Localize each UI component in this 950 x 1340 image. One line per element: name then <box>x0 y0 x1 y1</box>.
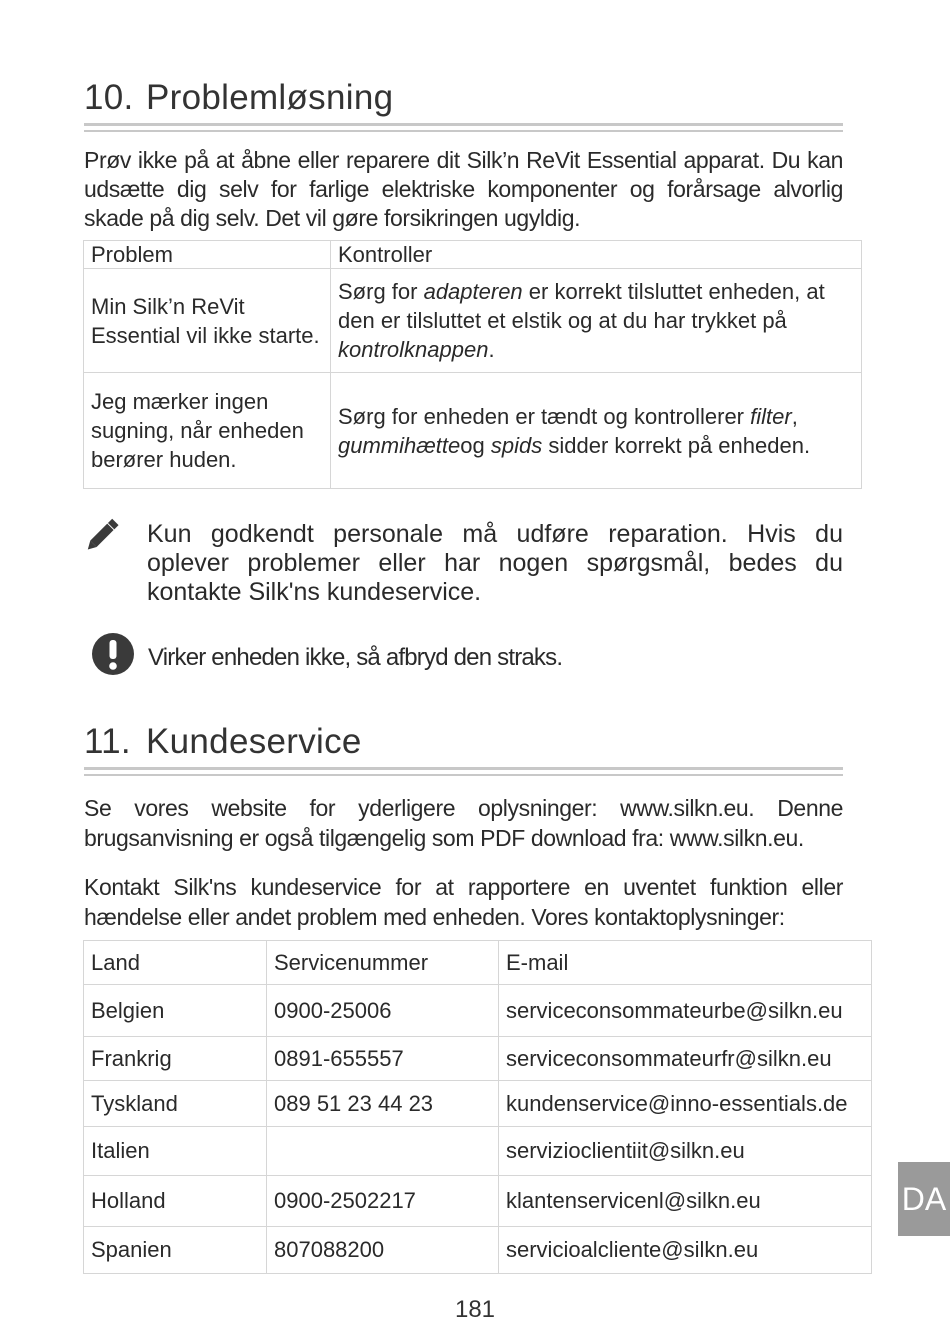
check-cell: Sørg for adapteren er korrekt tilsluttet enheden, at den er tilsluttet et elstik og at du har trykket på kontrolknappen. <box>331 269 862 373</box>
country-cell: Spanien <box>84 1227 267 1274</box>
heading-rule <box>84 123 843 132</box>
section-number: 11. <box>84 722 131 761</box>
section-title: Kundeservice <box>146 722 362 761</box>
warning-text: Virker enheden ikke, så afbryd den straks. <box>148 644 563 671</box>
country-cell: Frankrig <box>84 1037 267 1081</box>
phone-cell: 0891-655557 <box>267 1037 499 1081</box>
note-text: Kun godkendt personale må udføre reparation. Hvis du oplever problemer eller har nogen spørgsmål, bedes du kontakte Silk'ns kundeservice. <box>147 520 843 606</box>
language-tab: DA <box>898 1162 950 1236</box>
table-row <box>84 1037 872 1081</box>
heading-rule <box>84 767 843 776</box>
email-cell: serviceconsommateurbe@silkn.eu <box>499 985 872 1037</box>
table-header-cell: Servicenummer <box>267 941 499 985</box>
email-cell: servizioclientiit@silkn.eu <box>499 1127 872 1176</box>
email-cell: serviceconsommateurfr@silkn.eu <box>499 1037 872 1081</box>
page-number: 181 <box>454 1296 496 1323</box>
table-row <box>84 1176 872 1227</box>
pencil-icon <box>82 514 124 556</box>
table-row <box>84 1127 872 1176</box>
section-11-heading <box>84 722 362 762</box>
table-header-cell: Land <box>84 941 267 985</box>
country-cell: Belgien <box>84 985 267 1037</box>
phone-cell: 807088200 <box>267 1227 499 1274</box>
exclamation-icon <box>91 632 135 676</box>
email-cell: servicioalcliente@silkn.eu <box>499 1227 872 1274</box>
table-row <box>84 269 862 373</box>
table-header-cell: Problem <box>84 241 331 269</box>
section-number: 10. <box>84 78 134 117</box>
problem-table <box>83 240 862 489</box>
phone-cell <box>267 1127 499 1176</box>
phone-cell: 089 51 23 44 23 <box>267 1081 499 1127</box>
table-row <box>84 373 862 489</box>
intro-paragraph: Prøv ikke på at åbne eller reparere dit Silk’n ReVit Essential apparat. Du kan udsætte dig selv for farlige elektriske komponenter og forårsage alvorlig skade på dig selv. Det vil gøre forsikringen ugyldig. <box>84 147 843 231</box>
contact-table <box>83 940 872 1274</box>
phone-cell: 0900-2502217 <box>267 1176 499 1227</box>
contact-paragraph: Kontakt Silk'ns kundeservice for at rapportere en uventet funktion eller hændelse eller andet problem med enheden. Vores kontaktoplysninger: <box>84 874 843 930</box>
table-row <box>84 1227 872 1274</box>
country-cell: Italien <box>84 1127 267 1176</box>
email-cell: klantenservicenl@silkn.eu <box>499 1176 872 1227</box>
table-row <box>84 985 872 1037</box>
table-header-cell: E-mail <box>499 941 872 985</box>
section-10-heading <box>84 78 393 118</box>
table-header-cell: Kontroller <box>331 241 862 269</box>
email-cell: kundenservice@inno-essentials.de <box>499 1081 872 1127</box>
table-row <box>84 1081 872 1127</box>
website-paragraph: Se vores website for yderligere oplysninger: www.silkn.eu. Denne brugsanvisning er også tilgængelig som PDF download fra: www.silkn.eu. <box>84 795 843 851</box>
problem-cell: Min Silk’n ReVit Essential vil ikke starte. <box>84 269 331 373</box>
country-cell: Holland <box>84 1176 267 1227</box>
table-header-row <box>84 941 872 985</box>
problem-cell: Jeg mærker ingen sugning, når enheden berører huden. <box>84 373 331 489</box>
country-cell: Tyskland <box>84 1081 267 1127</box>
phone-cell: 0900-25006 <box>267 985 499 1037</box>
check-cell: Sørg for enheden er tændt og kontrollerer filter, gummihætteog spids sidder korrekt på enheden. <box>331 373 862 489</box>
table-header-row <box>84 241 862 269</box>
section-title: Problemløsning <box>146 78 394 117</box>
